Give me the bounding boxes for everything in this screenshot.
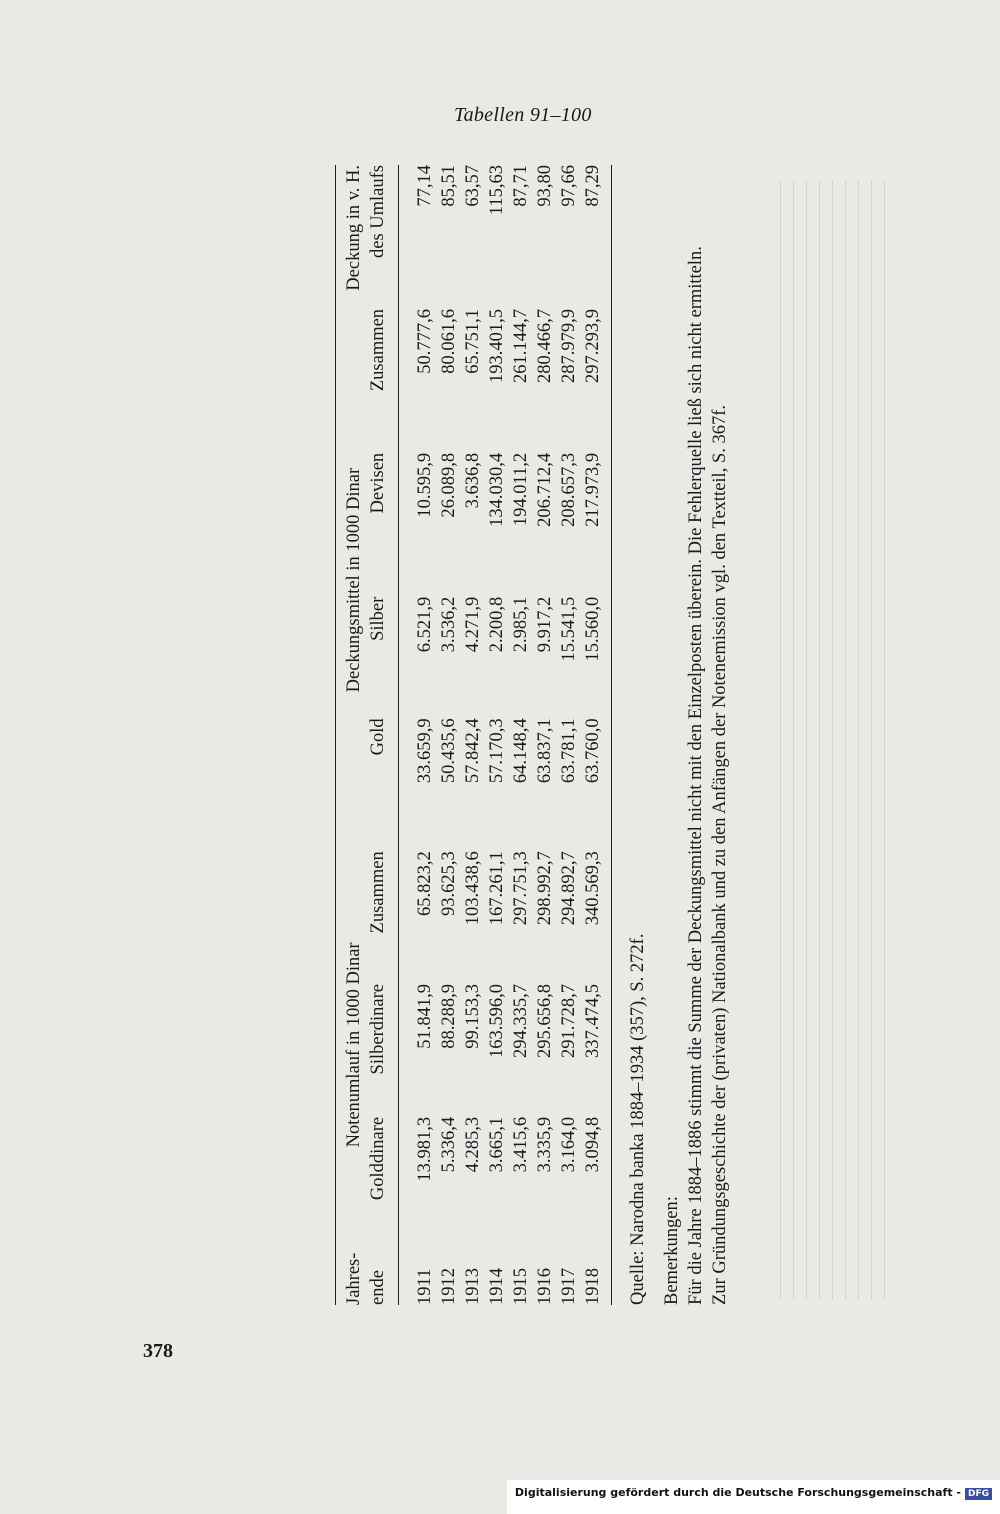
dfg-logo: DFG <box>965 1488 992 1500</box>
value-cell: 261.144,7 <box>511 308 531 383</box>
value-cell: 340.569,3 <box>583 851 603 926</box>
table-row <box>557 165 581 1305</box>
value-cell: 103.438,6 <box>463 851 483 926</box>
value-cell: 63.760,0 <box>583 718 603 784</box>
value-cell: 194.011,2 <box>511 452 531 527</box>
value-cell: 167.261,1 <box>487 851 507 926</box>
value-cell: 295.656,8 <box>535 984 555 1059</box>
value-cell: 9.917,2 <box>535 596 555 653</box>
value-cell: 88.288,9 <box>439 984 459 1049</box>
value-cell: 13.981,3 <box>415 1116 435 1182</box>
value-cell: 291.728,7 <box>559 984 579 1059</box>
year-header-line1: Jahres- <box>344 1252 364 1305</box>
year-header-line2: ende <box>368 1270 388 1305</box>
value-cell: 65.823,2 <box>415 851 435 916</box>
value-cell: 3.415,6 <box>511 1116 531 1173</box>
value-cell: 3.636,8 <box>463 452 483 509</box>
year-cell: 1913 <box>463 1268 483 1305</box>
year-cell: 1911 <box>415 1268 435 1305</box>
deckung-header: Deckung in v. H. <box>344 165 364 291</box>
value-cell: 5.336,4 <box>439 1116 459 1173</box>
value-cell: 63.837,1 <box>535 718 555 784</box>
column-header: Zusammen <box>368 851 388 934</box>
value-cell: 217.973,9 <box>583 452 603 527</box>
value-cell: 26.089,8 <box>439 452 459 518</box>
footer-banner <box>507 1480 1000 1514</box>
value-cell: 33.659,9 <box>415 718 435 784</box>
value-cell: 57.842,4 <box>463 718 483 784</box>
column-header: Silber <box>368 596 388 641</box>
value-cell: 297.751,3 <box>511 851 531 926</box>
column-header: des Umlaufs <box>368 165 388 258</box>
value-cell: 193.401,5 <box>487 308 507 383</box>
column-header: Gold <box>368 718 388 756</box>
notes-block <box>626 165 732 1305</box>
value-cell: 280.466,7 <box>535 308 555 383</box>
year-cell: 1917 <box>559 1268 579 1305</box>
value-cell: 2.985,1 <box>511 596 531 653</box>
column-header: Golddinare <box>368 1116 388 1201</box>
value-cell: 297.293,9 <box>583 308 603 383</box>
value-cell: 134.030,4 <box>487 452 507 527</box>
value-cell: 294.335,7 <box>511 984 531 1059</box>
value-cell: 3.335,9 <box>535 1116 555 1173</box>
year-cell: 1912 <box>439 1268 459 1305</box>
column-header: Silberdinare <box>368 984 388 1075</box>
remark-1: Für die Jahre 1884–1886 stimmt die Summe der Deckungsmittel nicht mit den Einzelposten überein. Die Fehlerquelle ließ sich nicht ermitteln. <box>686 246 706 1305</box>
value-cell: 115,63 <box>487 165 507 216</box>
value-cell: 6.521,9 <box>415 596 435 653</box>
value-cell: 298.992,7 <box>535 851 555 926</box>
value-cell: 15.541,5 <box>559 596 579 662</box>
column-header: Zusammen <box>368 308 388 392</box>
table-column-header-row <box>366 165 390 1305</box>
value-cell: 87,71 <box>511 165 531 207</box>
value-cell: 294.892,7 <box>559 851 579 926</box>
value-cell: 287.979,9 <box>559 308 579 383</box>
value-cell: 208.657,3 <box>559 452 579 527</box>
value-cell: 85,51 <box>439 165 459 207</box>
value-cell: 206.712,4 <box>535 452 555 527</box>
value-cell: 93,80 <box>535 165 555 207</box>
value-cell: 337.474,5 <box>583 984 603 1059</box>
column-header: Devisen <box>368 452 388 514</box>
rotated-content <box>335 165 760 1305</box>
table-row <box>461 165 485 1305</box>
value-cell: 64.148,4 <box>511 718 531 784</box>
deckungsmittel-header: Deckungsmittel in 1000 Dinar <box>344 467 364 693</box>
remarks-title: Bemerkungen: <box>662 1196 682 1305</box>
notenumlauf-header: Notenumlauf in 1000 Dinar <box>344 942 364 1148</box>
value-cell: 65.751,1 <box>463 308 483 374</box>
source-line: Quelle: Narodna banka 1884–1934 (357), S. 272f. <box>628 933 648 1305</box>
table-row <box>581 165 605 1305</box>
value-cell: 63,57 <box>463 165 483 207</box>
year-cell: 1918 <box>583 1268 603 1305</box>
value-cell: 15.560,0 <box>583 596 603 662</box>
remark-2: Zur Gründungsgeschichte der (privaten) Nationalbank und zu den Anfängen der Notenemission vgl. den Textteil, S. 367f. <box>710 404 730 1305</box>
table-row <box>533 165 557 1305</box>
table-row <box>413 165 437 1305</box>
value-cell: 93.625,3 <box>439 851 459 916</box>
value-cell: 4.271,9 <box>463 596 483 653</box>
table-row <box>485 165 509 1305</box>
value-cell: 63.781,1 <box>559 718 579 784</box>
running-header: Tabellen 91–100 <box>454 104 592 126</box>
value-cell: 80.061,6 <box>439 308 459 374</box>
value-cell: 50.435,6 <box>439 718 459 784</box>
footer-text: Digitalisierung gefördert durch die Deutsche Forschungsgemeinschaft - <box>514 1486 961 1499</box>
table-group-header-row <box>342 165 366 1305</box>
year-cell: 1916 <box>535 1268 555 1305</box>
value-cell: 77,14 <box>415 165 435 207</box>
value-cell: 2.200,8 <box>487 596 507 653</box>
value-cell: 57.170,3 <box>487 718 507 784</box>
value-cell: 87,29 <box>583 165 603 207</box>
data-table <box>335 165 612 1305</box>
year-cell: 1915 <box>511 1268 531 1305</box>
value-cell: 50.777,6 <box>415 308 435 374</box>
table-row <box>509 165 533 1305</box>
value-cell: 99.153,3 <box>463 984 483 1049</box>
value-cell: 3.164,0 <box>559 1116 579 1173</box>
rotated-table-area <box>335 165 1000 1305</box>
table-row <box>437 165 461 1305</box>
page-number: 378 <box>143 1340 173 1362</box>
value-cell: 4.285,3 <box>463 1116 483 1173</box>
value-cell: 97,66 <box>559 165 579 207</box>
value-cell: 51.841,9 <box>415 984 435 1049</box>
value-cell: 3.665,1 <box>487 1116 507 1173</box>
value-cell: 10.595,9 <box>415 452 435 518</box>
value-cell: 3.094,8 <box>583 1116 603 1173</box>
value-cell: 163.596,0 <box>487 984 507 1059</box>
year-cell: 1914 <box>487 1268 507 1305</box>
value-cell: 3.536,2 <box>439 596 459 653</box>
